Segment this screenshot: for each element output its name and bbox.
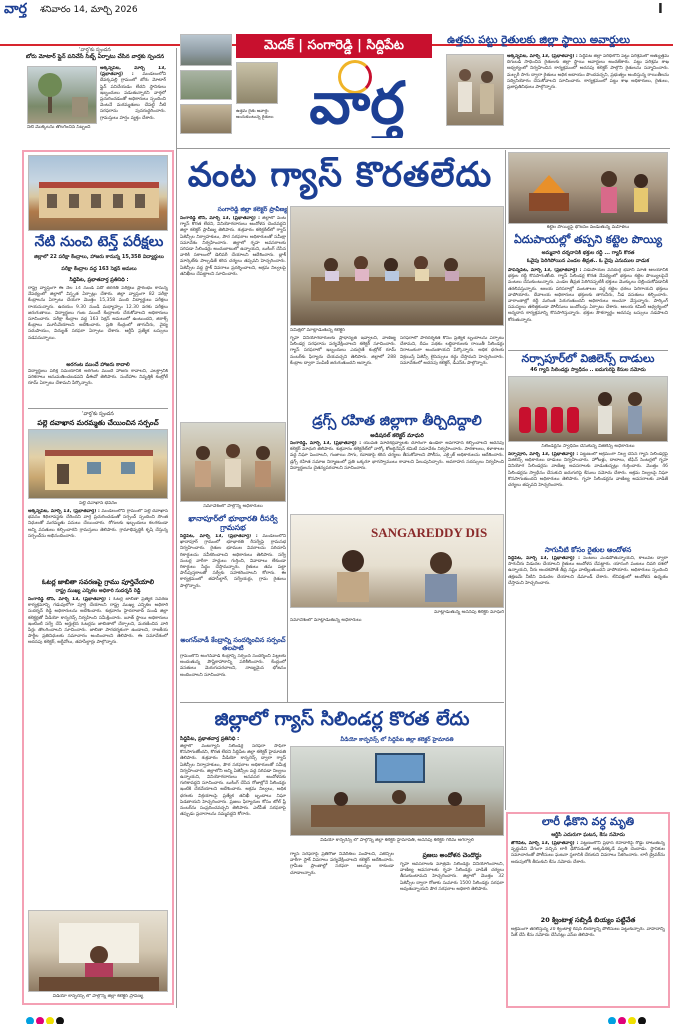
person-at-desk-icon (29, 911, 168, 992)
dateline: సిద్దిపేట, మార్చి 13, (ప్రభాతవార్త) : (508, 556, 580, 561)
drug-free-headline: డ్రగ్స్ రహిత జిల్లాగా తీర్చిదిద్దాలి (312, 413, 482, 429)
lorry-body (511, 841, 665, 913)
cylinders-photo (508, 376, 668, 442)
dateline: నర్సాపూర్, మార్చి 13, (ప్రభాతవార్త) : (508, 452, 579, 457)
firewood-headline: ఏదుపాయల్లో తప్పని కట్టెల పొయ్యి (513, 233, 663, 246)
body-text: మండలంలోని గ్రామంలో పల్లె దవాఖాన భవనం శిథిలావస్థకు చేరిందని వార్త ప్రచురించడంతో సర్పంచ్ స్పందించి సొంత నిధులతో మరమ్మతు పనులు చేయించారు. రోగులకు ఇబ్బందులు కలగకుండా అన్ని వసతులు కల్పించారని గ్రామస్తులు తెలిపారు. గ్రామాభివృద్ధికి కృషి చేస్తున్న సర్పంచ్‌ను అభినందించారు. (28, 509, 168, 539)
top-right-photo (446, 54, 504, 126)
video-conference-icon (291, 747, 504, 836)
hospital-body (28, 509, 168, 575)
hospital-caption: పల్లె దవాఖాన భవనం (79, 501, 117, 506)
body-text: పట్టణంలో అక్రమంగా నిల్వ చేసిన గ్యాస్ సిలిండర్లపై విజిలెన్స్ అధికారులు దాడులు నిర్వహించారు. హోటళ్లు, దాబాలు, టిఫిన్ సెంటర్లలో గృహ వినియోగ సిలిండర్లను వాణిజ్య అవసరాలకు వాడుతున్నట్లు గుర్తించారు. మొత్తం 46 సిలిండర్లను స్వాధీనం చేసుకుని ఐదుగురిపై కేసులు నమోదు చేశారు. అక్రమ నిల్వలపై నిఘా కొనసాగుతుందని అధికారులు తెలిపారు. గృహ సిలిండర్లను వాణిజ్య అవసరాలకు వాడితే చర్యలు తప్పవని హెచ్చరించారు. (508, 452, 668, 489)
rice-seizure-subhead: 20 క్వింటాళ్ల సబ్సిడీ బియ్యం పట్టివేత (540, 916, 636, 924)
top-center-photo-3 (236, 62, 278, 104)
vc-meeting-photo (290, 746, 504, 836)
review-meeting-photo (290, 206, 504, 326)
bore-motor-photo (27, 66, 97, 124)
sangareddy-photo (290, 514, 504, 608)
vaartha-logo (282, 60, 432, 142)
body-text: పంటలు ఎండిపోతున్నాయని, కాలువల ద్వారా సాగునీరు విడుదల చేయాలని రైతులు ఆందోళన చేపట్టారు. యాసంగి పంటలు చివరి దశలో ఉన్నాయని, నీరు అందకపోతే తీవ్ర నష్టం వాటిల్లుతుందని వాపోయారు. అధికారులు స్పందించి తక్షణమే నీటిని విడుదల చేయాలని డిమాండ్ చేశారు. లేనిపక్షంలో ఆందోళన ఉధృతం చేస్తామని హెచ్చరించారు. (508, 556, 668, 586)
drug-free-source: అడిషనల్ కలెక్టర్ మాధురి (370, 433, 424, 439)
edition-banner: మెదక్ | సంగారెడ్డి | సిద్దిపేట (236, 34, 432, 58)
vc-photo-source: వీడియో కాన్ఫరెన్స్ లో సిద్దిపేట జిల్లా కలెక్టర్ హైమావతి (340, 737, 454, 743)
firewood-caption: కట్టెల పొయ్యిపై భోజనం వండుతున్న మహిళలు (546, 225, 630, 230)
dateline: సంగారెడ్డి టౌన్, మార్చి 13, (ప్రభాతవార్త) : (180, 216, 260, 221)
anganwadi-headline: అంగన్‌వాడీ కేంద్రాన్ని సందర్శించిన సర్పంచ్ తలపాటి (180, 636, 286, 652)
khanapur-body (180, 534, 286, 634)
hospital-repair-headline: పల్లె దవాఖాన మరమ్మతు చేయించిన సర్పంచ్ (37, 419, 159, 427)
column-rule (287, 206, 288, 702)
review-meeting-caption: సమీక్షలో మాట్లాడుతున్న కలెక్టర్ (290, 328, 346, 333)
top-left-body (100, 66, 166, 130)
body-text: జిల్లాలో వంట గ్యాస్ కొరత లేదని, వినియోగదారులు ఆందోళన చెందవద్దని జిల్లా కలెక్టర్ ప్రావీణ్య తెలిపారు. శుక్రవారం కలెక్టరేట్‌లో గ్యాస్ ఏజెన్సీల నిర్వాహకులు, పౌర సరఫరాల అధికారులతో సమీక్షా సమావేశం నిర్వహించారు. జిల్లాలో గృహ అవసరాలకు సరిపడా సిలిండర్లు అందుబాటులో ఉన్నాయని, బుకింగ్ చేసిన వారికి సకాలంలో డెలివరీ చేయాలని ఆదేశించారు. బ్లాక్ మార్కెట్‌కు పాల్పడితే కఠిన చర్యలు తప్పవని హెచ్చరించారు. ఏజెన్సీల వద్ద స్టాక్ వివరాలు ప్రదర్శించాలని, అక్రమ నిల్వలపై తనిఖీలు చేపట్టాలని సూచించారు. (180, 216, 286, 277)
top-center-photo-2 (180, 70, 232, 100)
award-photo-icon (447, 55, 504, 126)
center-body-1 (180, 216, 286, 340)
vigilance-body (508, 452, 668, 544)
body-text: ఓటర్ల జాబితా ప్రత్యేక సవరణ కార్యక్రమాన్ని గడువులోగా పూర్తి చేయాలని రాష్ట్ర ముఖ్య ఎన్నికల అధికారి సుదర్శన్ రెడ్డి అధికారులను ఆదేశించారు. శుక్రవారం హైదరాబాద్ నుండి జిల్లా కలెక్టర్లతో వీడియో కాన్ఫరెన్స్ నిర్వహించి సమీక్షించారు. బూత్ స్థాయి అధికారులు ఇంటింటి సర్వే చేసి అర్హులైన ఓటర్లను జాబితాలో చేర్చాలని, మరణించిన వారి పేర్లు తొలగించాలని సూచించారు. జాబితా పారదర్శకంగా ఉండాలని, రాజకీయ పార్టీల ప్రతినిధులకు సమాచారం అందించాలని తెలిపారు. ఈ సమావేశంలో అదనపు కలెక్టర్, ఆర్డీవోలు, తహసీల్దార్లు పాల్గొన్నారు. (28, 597, 168, 646)
voter-list-headline: ఓటర్ల జాబితా సవరణపై గ్రాము పూర్తిచేయాలి (41, 578, 155, 586)
top-center-photo-1 (180, 34, 232, 66)
gas-shortage-headline: జిల్లాలో గ్యాస్ సిలిండర్ల కొరత లేదు (180, 702, 504, 734)
dateline: అక్కన్నపేట, మార్చి 13, (ప్రభాతవార్త) : (28, 509, 100, 514)
lorry-headline: లారీ ఢీకొని వర్ధ మృతి (541, 815, 635, 828)
voter-list-body (28, 597, 168, 907)
dateline: సంగారెడ్డి టౌన్, మార్చి 13, (ప్రభాతవార్త) : (28, 597, 111, 602)
tenth-source: సిద్దిపేట, ప్రభాతవార్త ప్రతినిధి : (69, 277, 129, 283)
tenth-subhead-1: జిల్లాలో 22 పరీక్షా కేంద్రాలు, హాజరు కానున్న 15,358 విద్యార్థులు (34, 254, 164, 260)
tenth-body-2: విద్యార్థులు పరీక్ష సమయానికి అరగంట ముందే హాజరు కావాలని, ఎలక్ట్రానిక్ పరికరాలు అనుమతించబడవని డీఈవో తెలిపారు. సందేహాల నివృత్తికి కంట్రోల్ రూమ్ ఏర్పాటు చేశామని పేర్కొన్నారు. (28, 369, 168, 387)
center-source: సంగారెడ్డి జిల్లా కలెక్టర్ ప్రావీణ్య (217, 206, 288, 213)
voter-list-subhead: రాష్ట్ర ముఖ్య ఎన్నికల అధికారి సుదర్శన్ రెడ్డి (55, 588, 141, 594)
top-right-headline: ఉత్తమ పట్టు రైతులకు జిల్లా స్థాయి అవార్డులు (447, 34, 631, 46)
column-rule (505, 150, 506, 810)
khanapur-headline: ఖానాపూర్‌లో భూభారతి రీసర్వే గ్రామసభ (188, 514, 278, 532)
gas-shortage-subhead: ప్రజలు అందోళన చెందొద్దు (422, 852, 482, 859)
lorry-subhead: ఆర్టీసీ ఎదురుగా ఘటన, కేసు నమోదు (551, 832, 625, 838)
rice-seizure-body: అక్రమంగా తరలిస్తున్న 20 క్వింటాళ్ల రేషన్ బియ్యాన్ని పోలీసులు పట్టుకున్నారు. వాహనాన్ని సీజ్ చేసి కేసు నమోదు చేసినట్లు ఎస్ఐ తెలిపారు. (511, 927, 665, 939)
anganwadi-body: గ్రామంలోని అంగన్‌వాడీ కేంద్రాన్ని సర్పంచ్ సందర్శించి పిల్లలకు అందుతున్న పౌష్టికాహారాన్ని పరిశీలించారు. కేంద్రంలో వసతులు మెరుగుపరచాలని, నాణ్యమైన భోజనం అందించాలని సూచించారు. (180, 654, 286, 678)
registration-marks (0, 1012, 673, 1024)
firewood-subhead-2: ఓవైపు పెరిగిపోయిన ఎండల తీవ్రత.. ఓ వైపు ఎనుముల వాడుక (526, 258, 650, 264)
officials-photo (180, 422, 286, 502)
body-text: మండలంలోని ఖానాపూర్ గ్రామంలో భూభారతి రీసర్వేపై గ్రామసభ నిర్వహించారు. రైతుల భూముల వివరాలను సరిచూసి రికార్డులను నవీకరించాలని అధికారులు తెలిపారు. సర్వే నంబర్ల వారీగా హద్దులు గుర్తించి, వివాదాలు లేకుండా రికార్డులు సిద్ధం చేస్తామన్నారు. రైతులు తమ పట్టా పాస్‌పుస్తకాలతో సర్వేకు సహకరించాలని కోరారు. ఈ కార్యక్రమంలో తహసీల్దార్, సర్వేయర్లు, గ్రామ రైతులు పాల్గొన్నారు. (180, 534, 286, 589)
collector-vc-photo (28, 910, 168, 992)
dateline: అక్కన్నపేట, మార్చి 13, (ప్రభాతవార్త) : (507, 54, 578, 59)
dateline: సంగారెడ్డి, మార్చి 13, (ప్రభాతవార్త) : (290, 441, 362, 446)
irrigation-body (508, 556, 668, 810)
gas-shortage-body-1: జిల్లాలో వంటగ్యాస్ సిలిండర్ల సరఫరా సాఫీగా కొనసాగుతోందని, కొరత లేదని సిద్దిపేట జిల్లా కలెక్టర్ హైమావతి తెలిపారు. శుక్రవారం వీడియో కాన్ఫరెన్స్ ద్వారా గ్యాస్ ఏజెన్సీల నిర్వాహకులు, పౌర సరఫరాల అధికారులతో సమీక్ష నిర్వహించారు. జిల్లాలోని అన్ని ఏజెన్సీల వద్ద సరిపడా నిల్వలు ఉన్నాయని, వినియోగదారులు అనవసర ఆందోళనకు గురికావద్దని సూచించారు. బుకింగ్ చేసిన రోజుల్లోనే సిలిండర్లు ఇంటికి చేరవేయాలని ఆదేశించారు. అక్రమ నిల్వలు, అధిక ధరలకు విక్రయాలపై ప్రత్యేక తనిఖీ బృందాలు నిఘా పెడతాయని హెచ్చరించారు. ప్రజలు ఫిర్యాదుల కోసం టోల్ ఫ్రీ నంబర్‌ను సంప్రదించవచ్చని తెలిపారు. ఎల్‌పీజీ సరఫరాపై తప్పుడు ప్రచారాలను నమ్మవద్దని కోరారు. (180, 744, 286, 818)
vigilance-headline: నర్సాపూర్‌లో విజిలెన్స్ దాడులు (521, 352, 655, 365)
body-text: యువత మాదకద్రవ్యాలకు దూరంగా ఉండేలా అవగాహన కల్పించాలని అదనపు కలెక్టర్ మాధురి తెలిపారు. శుక్రవారం కలెక్టరేట్‌లో నార్కో కోఆర్డినేషన్ కమిటీ సమావేశం నిర్వహించారు. పాఠశాలలు, కళాశాలల వద్ద నిఘా పెంచాలని, గంజాయి సాగు, రవాణాపై కఠిన చర్యలు తీసుకోవాలని పోలీసు, ఎక్సైజ్ అధికారులను ఆదేశించారు. డ్రగ్స్ రహిత సమాజ నిర్మాణంలో ప్రతి ఒక్కరూ భాగస్వాములు కావాలని పిలుపునిచ్చారు. అవగాహన సదస్సులు నిర్వహించి విద్యార్థులను చైతన్యపరచాలని సూచించారు. (290, 441, 504, 471)
irrigation-headline: సాగునీటి కోసం రైతుల ఆందోళన (544, 546, 632, 554)
kicker-2: 'వార్త'కు స్పందన (82, 411, 114, 417)
group-photo-icon (181, 423, 286, 502)
dateline: సిద్దిపేట, మార్చి 13, (ప్రభాతవార్త) : (180, 534, 258, 539)
tenth-subhead-3: అరగంట ముందే హాజరు కావాలి (66, 362, 130, 368)
tenth-exams-headline: నేటి నుంచి టెన్త్ పరీక్షలు (34, 234, 164, 250)
officials-caption: సమావేశంలో పాల్గొన్న అధికారులు (203, 504, 263, 509)
firewood-stove-icon (509, 153, 668, 224)
body-text: సిద్దిపేట జిల్లా పరిధిలోని పట్టు పరిశ్రమలో అత్యుత్తమ దిగుబడి సాధించిన రైతులకు జిల్లా స్థాయి అవార్డులు అందజేశారు. పట్టు పరిశ్రమ శాఖ ఆధ్వర్యంలో నిర్వహించిన కార్యక్రమంలో అదనపు కలెక్టర్ పాల్గొని రైతులను సన్మానించారు. మల్బరీ సాగు ద్వారా రైతులు అధిక ఆదాయం పొందవచ్చని, ప్రభుత్వం అందిస్తున్న రాయితీలను సద్వినియోగం చేసుకోవాలని సూచించారు. కార్యక్రమంలో పట్టు శాఖ అధికారులు, రైతులు, ప్రజాప్రతినిధులు పాల్గొన్నారు. (507, 54, 669, 91)
meeting-officials-caption: సమావేశంలో మాట్లాడుతున్న అధికారులు (290, 618, 362, 623)
divider (508, 350, 668, 351)
sangareddy-caption: మాట్లాడుతున్న అదనపు కలెక్టర్ మాధురి (434, 610, 504, 615)
body-text: ఏడుపాయల వనదుర్గ భవానీ మాత ఆలయానికి భక్తుల రద్దీ కొనసాగుతోంది. గ్యాస్ సిలిండర్ల కొరత నేపథ్యంలో భక్తులు కట్టెల పొయ్యిలపైనే వంటలు చేసుకుంటున్నారు. ఎండల తీవ్రత పెరిగినప్పటికీ భక్తులు మొక్కులు చెల్లించుకోవడానికి తరలివస్తున్నారు. ఆలయ పరిసరాల్లో వంటశాలల వద్ద కట్టెల ధరలు పెరిగాయని భక్తులు వాపోయారు. దేవాలయ అధికారులు భక్తులకు తాగునీరు, నీడ వసతులు కల్పించారు. వారాంతాల్లో రద్దీ మరింత పెరుగుతుందని అధికారులు అంచనా వేస్తున్నారు. పార్కింగ్ సమస్యలు తలెత్తకుండా పోలీసులు బందోబస్తు ఏర్పాటు చేశారు. ఆలయ కమిటీ ఆధ్వర్యంలో అన్నదాన కార్యక్రమాన్ని కొనసాగిస్తున్నారు. భక్తుల సౌకర్యార్థం అదనపు బస్సులు నడపాలని కోరుతున్నారు. (508, 268, 668, 323)
firewood-cooking-photo (508, 152, 668, 224)
top-left-caption: నీటి మొక్కలను తొలగించిన సిబ్బంది (27, 125, 91, 130)
clinic-building-icon (29, 430, 168, 499)
gas-cylinders-icon (509, 377, 668, 442)
school-photo (28, 155, 168, 231)
headline: బోరు మోటార్ ప్లైన్ పనిచేసే సిబ్బ్ ఏర్పాటు చేసిన వార్తకు స్పందన (25, 54, 165, 60)
gas-shortage-body-3: గృహ అవసరాలకు మాత్రమే సిలిండర్లు వినియోగించాలని, వాణిజ్య అవసరాలకు గృహ సిలిండర్లు వాడితే చర్యలు తీసుకుంటామని హెచ్చరించారు. జిల్లాలో మొత్తం 32 ఏజెన్సీల ద్వారా రోజుకు సుమారు 1500 సిలిండర్లు సరఫరా అవుతున్నాయని పౌర సరఫరాల అధికారి తెలిపారు. (400, 862, 504, 892)
kicker: 'వార్త'కు స్పందన (79, 47, 111, 53)
color-registration-icon (0, 1015, 673, 1024)
tenth-body: రాష్ట్ర వ్యాప్తంగా ఈ నెల 14 నుండి పదో తరగతి పరీక్షలు ప్రారంభం కానున్న నేపథ్యంలో జిల్లాలో విస్తృత ఏర్పాట్లు చేశారు. జిల్లా వ్యాప్తంగా 82 పరీక్షా కేంద్రాలను ఏర్పాటు చేయగా మొత్తం 15,358 మంది విద్యార్థులు పరీక్షలు రాయనున్నారు. ఉదయం 9.30 నుండి మధ్యాహ్నం 12.30 వరకు పరీక్షలు జరుగుతాయి. విద్యార్థులు గంట ముందే కేంద్రాలకు చేరుకోవాలని అధికారులు సూచించారు. పరీక్షా కేంద్రాల వద్ద 163 సెక్షన్ అమలులో ఉంటుందని, జిరాక్స్ కేంద్రాలు మూసివేయాలని ఆదేశించారు. ప్రతి కేంద్రంలో తాగునీరు, వైద్య సదుపాయం, విద్యుత్ సరఫరా ఏర్పాటు చేశారు. ఆర్టీసీ ప్రత్యేక బస్సులు నడపనున్నాయి. (28, 286, 168, 341)
top-center-caption: ఉత్తమ రైతు అవార్డు అందుకుంటున్న రైతులు (236, 108, 274, 119)
collector-vc-caption: వీడియో కాన్ఫరెన్స్ లో పాల్గొన్న జిల్లా కలెక్టర్ ప్రావీణ్య (52, 994, 144, 999)
school-building-icon (29, 156, 168, 231)
body-text: మండలంలోని దేవక్కపల్లి గ్రామంలో బోరు మోటార్ ప్లైన్ పనిచేయడం లేదని స్థానికులు ఇబ్బందులు పడుతున్నారని వార్తలో ప్రచురించడంతో అధికారులు స్పందించి వెంటనే మరమ్మతులు చేపట్టి నీటి సరఫరాను పునరుద్ధరించారు. గ్రామస్తులు హర్షం వ్యక్తం చేశారు. (100, 72, 166, 121)
tree-scene-icon (28, 67, 97, 124)
top-right-body (507, 54, 669, 148)
masthead-small: వార్త (4, 1, 27, 17)
firewood-subhead: అమ్మవారి దర్శనానికి భక్తుల రద్దీ ... గ్యాస్ కొరత (541, 250, 635, 256)
firewood-body (508, 268, 668, 348)
top-center-photo-4 (180, 104, 232, 134)
dateline: అక్కన్నపేట, మార్చి 13, (ప్రభాతవార్త) : (100, 66, 166, 78)
divider (28, 408, 168, 409)
gas-shortage-source: సిద్దిపేట, ప్రభాతవార్త ప్రతినిధి : (180, 736, 240, 742)
column-rule (176, 48, 177, 1008)
meeting-table-icon (291, 207, 504, 326)
page-number: I (658, 2, 663, 17)
dateline: పాపన్నపేట, మార్చి 13, (ప్రభాతవార్త) : (508, 268, 582, 273)
logo-text: వార్త (309, 69, 405, 137)
column-rule (176, 148, 670, 149)
main-headline: వంట గ్యాస్ కొరతలేదు (187, 155, 493, 195)
gas-shortage-body-2: గ్యాస్ సరఫరాపై ప్రతిరోజు నివేదికలు పంపాలని, ఏజెన్సీల వారీగా స్టాక్ వివరాలు పర్యవేక్షించాలని కలెక్టర్ ఆదేశించారు. గ్రామీణ ప్రాంతాల్లో సరఫరా ఆలస్యం కాకుండా చూడాలన్నారు. (290, 852, 394, 876)
cylinders-caption: సిలిండర్లను స్వాధీనం చేసుకున్న విజిలెన్స్ అధికారులు (541, 444, 635, 449)
dateline: జోగిపేట, మార్చి 13, (ప్రభాతవార్త) : (511, 841, 579, 846)
body-text: పట్టణంలోని ప్రధాన రహదారిపై రోడ్డు దాటుతున్న వృద్ధుడిని వేగంగా వచ్చిన లారీ ఢీకొనడంతో అక్కడికక్కడే మృతి చెందాడు. స్థానికుల సమాచారంతో పోలీసులు ఘటనా స్థలానికి చేరుకుని వివరాలు సేకరించారు. లారీ డ్రైవర్‌ను అదుపులోకి తీసుకుని కేసు నమోదు చేశారు. (511, 841, 665, 865)
issue-date: శనివారం 14, మార్చి 2026 (40, 5, 138, 15)
sangareddy-banner: SANGAREDDY DIS (371, 525, 488, 540)
hospital-photo (28, 429, 168, 499)
center-body-3: సరఫరాలో పారదర్శకత కోసం ప్రత్యేక బృందాలను ఏర్పాటు చేశామని, దీపం పథకం లబ్ధిదారులకు రాయితీ సిలిండర్లు నిరాటంకంగా అందుతాయని పేర్కొన్నారు. అధిక ధరలకు విక్రయిస్తే ఏజెన్సీ లైసెన్సులు రద్దు చేస్తామని హెచ్చరించారు. సమావేశంలో అదనపు కలెక్టర్, డీఎస్‌ఓ పాల్గొన్నారు. (400, 336, 504, 366)
tenth-subhead-2: పరీక్షా కేంద్రాల వద్ద 163 సెక్షన్ అమలు (61, 266, 137, 272)
center-body-2: గృహ వినియోగదారులకు ప్రాధాన్యత ఇవ్వాలని, వాణిజ్య సిలిండర్ల సరఫరాను పర్యవేక్షించాలని కలెక్టర్ సూచించారు. గ్యాస్ సరఫరాలో ఇబ్బందులు ఎదురైతే కంట్రోల్ రూమ్ నంబర్‌కు ఫిర్యాదు చేయవచ్చని తెలిపారు. జిల్లాలో 288 కేంద్రాల ద్వారా పంపిణీ జరుగుతుందని అన్నారు. (290, 336, 396, 366)
drug-free-body (290, 441, 504, 511)
vigilance-subhead: 46 గ్యాస్ సిలిండర్లు స్వాధీనం .. ఐదుగురిపై కేసుల నమోదు (530, 367, 646, 373)
vc-meeting-caption: వీడియో కాన్ఫరెన్స్ లో పాల్గొన్న జిల్లా కలెక్టర్ హైమావతి, అదనపు కలెక్టర్ గరిమ అగర్వాల్ (320, 838, 474, 843)
